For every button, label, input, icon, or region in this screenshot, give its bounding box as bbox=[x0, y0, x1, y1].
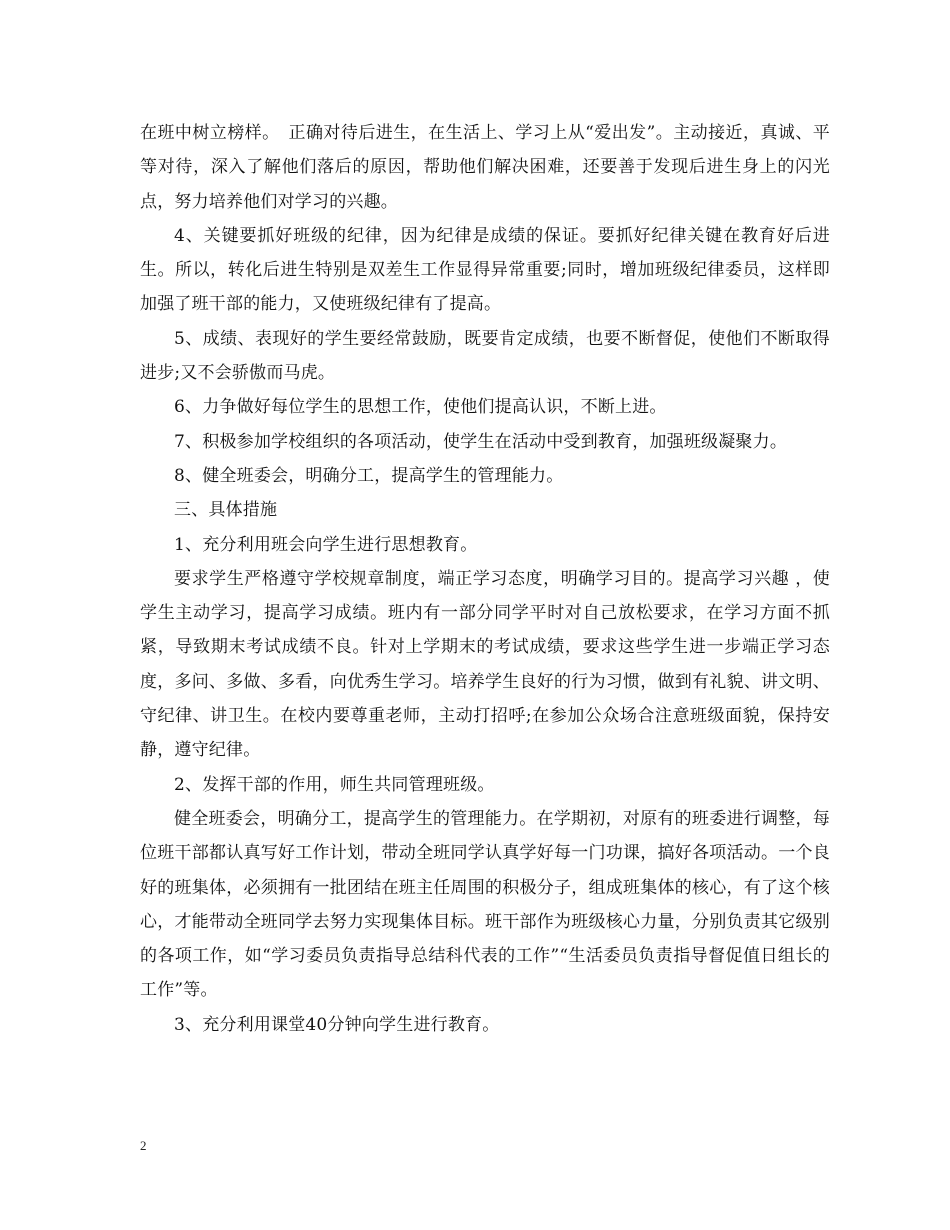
section-heading: 三、具体措施 bbox=[174, 500, 278, 521]
document-body bbox=[140, 116, 830, 1042]
paragraph: 健全班委会，明确分工，提高学生的管理能力。在学期初，对原有的班委进行调整，每位班干部都认真写好工作计划，带动全班同学认真学好每一门功课，搞好各项活动。一个良好的班集体，必须拥有一批团结在班主任周围的积极分子，组成班集体的核心，有了这个核心，才能带动全班同学去努力实现集体目标。班干部作为班级核心力量，分别负责其它级别的各项工作，如“学习委员负责指导总结科代表的工作”“生活委员负责指导督促值日组长的工作”等。 bbox=[140, 808, 830, 1001]
paragraph: 6、力争做好每位学生的思想工作，使他们提高认识，不断上进。 bbox=[174, 397, 667, 418]
paragraph: 2、发挥干部的作用，师生共同管理班级。 bbox=[174, 774, 495, 795]
paragraph: 要求学生严格遵守学校规章制度，端正学习态度，明确学习目的。提高学习兴趣 ，使学生主动学习，提高学习成绩。班内有一部分同学平时对自己放松要求，在学习方面不抓紧，导致期末考试成绩不良。针对上学期末的考试成绩，要求这些学生进一步端正学习态度，多问、多做、多看，向优秀生学习。培养学生良好的行为习惯，做到有礼貌、讲文明、守纪律、讲卫生。在校内要尊重老师，主动打招呼;在参加公众场合注意班级面貌，保持安静，遵守纪律。 bbox=[140, 568, 830, 761]
paragraph: 8、健全班委会，明确分工，提高学生的管理能力。 bbox=[174, 465, 564, 486]
paragraph: 3、充分利用课堂40分钟向学生进行教育。 bbox=[174, 1014, 500, 1035]
paragraph: 4、关键要抓好班级的纪律，因为纪律是成绩的保证。要抓好纪律关键在教育好后进生。所以，转化后进生特别是双差生工作显得异常重要;同时，增加班级纪律委员，这样即加强了班干部的能力，又使班级纪律有了提高。 bbox=[140, 225, 830, 315]
page-number: 2 bbox=[140, 1138, 147, 1153]
paragraph: 1、充分利用班会向学生进行思想教育。 bbox=[174, 534, 478, 555]
paragraph: 在班中树立榜样。 正确对待后进生，在生活上、学习上从“爱出发”。主动接近，真诚、平等对待，深入了解他们落后的原因，帮助他们解决困难，还要善于发现后进生身上的闪光点，努力培养他们对学习的兴趣。 bbox=[140, 123, 830, 212]
paragraph: 7、积极参加学校组织的各项活动，使学生在活动中受到教育，加强班级凝聚力。 bbox=[174, 431, 788, 452]
paragraph: 5、成绩、表现好的学生要经常鼓励，既要肯定成绩，也要不断督促，使他们不断取得进步;又不会骄傲而马虎。 bbox=[140, 328, 830, 384]
